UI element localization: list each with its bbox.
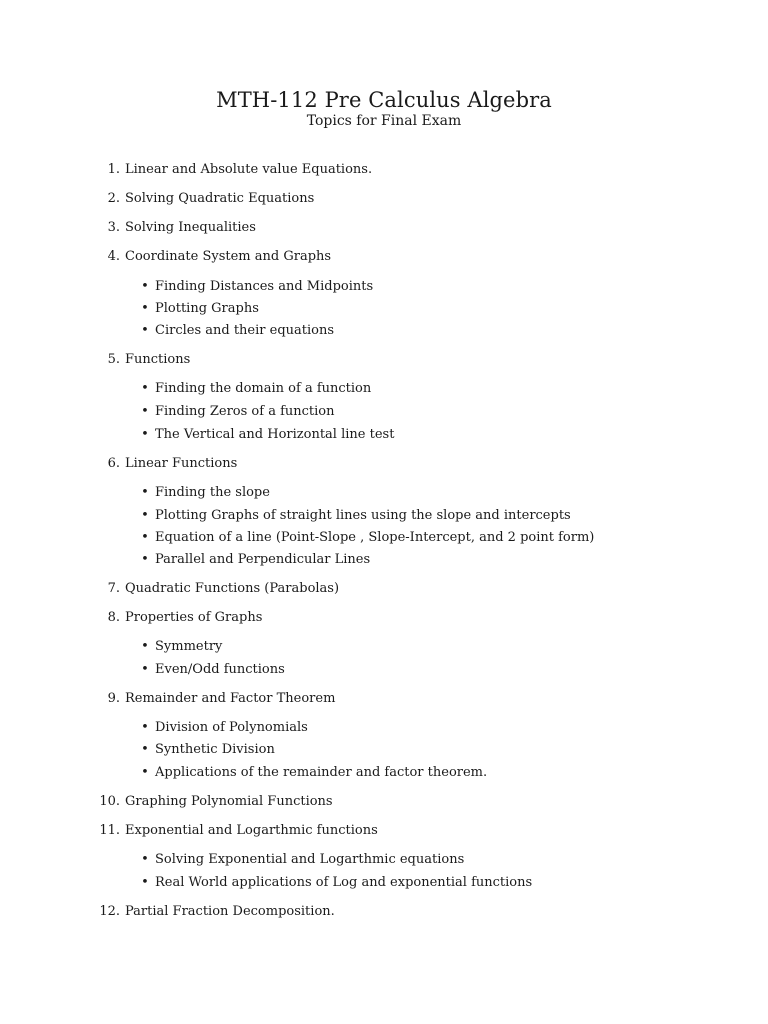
topic-label: Solving Quadratic Equations xyxy=(125,191,315,206)
topic-number: 4. xyxy=(107,249,120,264)
subtopic-label: Real World applications of Log and exponential functions xyxy=(155,875,533,890)
subtopic-item xyxy=(0,660,768,680)
subtopic-item xyxy=(0,483,768,503)
topic-number: 10. xyxy=(99,794,120,809)
topic-item xyxy=(0,454,768,474)
subtopic-item xyxy=(0,425,768,445)
subtopic-item xyxy=(0,506,768,526)
topic-number: 5. xyxy=(107,352,120,367)
topic-label: Quadratic Functions (Parabolas) xyxy=(125,581,340,596)
topic-number: 12. xyxy=(99,904,120,919)
bullet-icon: • xyxy=(141,508,149,523)
topic-label: Coordinate System and Graphs xyxy=(125,249,332,264)
topic-item xyxy=(0,902,768,922)
bullet-icon: • xyxy=(141,530,149,545)
topic-item xyxy=(0,160,768,180)
bullet-icon: • xyxy=(141,765,149,780)
topic-label: Exponential and Logarthmic functions xyxy=(125,823,378,838)
topic-label: Remainder and Factor Theorem xyxy=(125,691,336,706)
subtopic-item xyxy=(0,321,768,341)
bullet-icon: • xyxy=(141,485,149,500)
subtopic-label: Finding the slope xyxy=(155,485,270,500)
topic-item xyxy=(0,821,768,841)
topic-label: Linear Functions xyxy=(125,456,238,471)
topic-number: 7. xyxy=(107,581,120,596)
subtopic-label: Solving Exponential and Logarthmic equations xyxy=(155,852,465,867)
topic-item xyxy=(0,792,768,812)
bullet-icon: • xyxy=(141,381,149,396)
bullet-icon: • xyxy=(141,742,149,757)
topic-item xyxy=(0,247,768,267)
topic-item xyxy=(0,189,768,209)
subtopic-label: Finding the domain of a function xyxy=(155,381,372,396)
subtopic-label: Plotting Graphs of straight lines using the slope and intercepts xyxy=(155,508,571,523)
page-subtitle: Topics for Final Exam xyxy=(306,113,462,129)
subtopic-item xyxy=(0,873,768,893)
topic-number: 3. xyxy=(107,220,120,235)
subtopic-item xyxy=(0,718,768,738)
subtopic-item xyxy=(0,637,768,657)
subtopic-label: The Vertical and Horizontal line test xyxy=(155,427,395,442)
topic-label: Functions xyxy=(125,352,191,367)
subtopic-item xyxy=(0,763,768,783)
topic-number: 2. xyxy=(107,191,120,206)
subtopic-item xyxy=(0,379,768,399)
subtopic-label: Finding Distances and Midpoints xyxy=(155,279,374,294)
subtopic-label: Even/Odd functions xyxy=(155,662,285,677)
subtopic-item xyxy=(0,299,768,319)
bullet-icon: • xyxy=(141,639,149,654)
topic-label: Solving Inequalities xyxy=(125,220,256,235)
bullet-icon: • xyxy=(141,662,149,677)
topic-label: Linear and Absolute value Equations. xyxy=(125,162,373,177)
subtopic-label: Plotting Graphs xyxy=(155,301,259,316)
bullet-icon: • xyxy=(141,279,149,294)
bullet-icon: • xyxy=(141,552,149,567)
subtopic-label: Equation of a line (Point-Slope , Slope-Intercept, and 2 point form) xyxy=(155,530,595,545)
bullet-icon: • xyxy=(141,852,149,867)
subtopic-label: Synthetic Division xyxy=(155,742,275,757)
bullet-icon: • xyxy=(141,301,149,316)
subtopic-label: Applications of the remainder and factor theorem. xyxy=(155,765,488,780)
page-title: MTH-112 Pre Calculus Algebra xyxy=(216,88,552,112)
subtopic-item xyxy=(0,550,768,570)
bullet-icon: • xyxy=(141,875,149,890)
topic-number: 8. xyxy=(107,610,120,625)
topic-item xyxy=(0,689,768,709)
subtopic-label: Symmetry xyxy=(155,639,223,654)
subtopic-item xyxy=(0,528,768,548)
subtopic-item xyxy=(0,850,768,870)
bullet-icon: • xyxy=(141,404,149,419)
topic-item xyxy=(0,350,768,370)
topic-item xyxy=(0,579,768,599)
subtopic-label: Parallel and Perpendicular Lines xyxy=(155,552,371,567)
subtopic-label: Circles and their equations xyxy=(155,323,335,338)
topic-number: 6. xyxy=(107,456,120,471)
topic-item xyxy=(0,218,768,238)
topic-number: 9. xyxy=(107,691,120,706)
subtopic-label: Finding Zeros of a function xyxy=(155,404,335,419)
topic-number: 1. xyxy=(107,162,120,177)
bullet-icon: • xyxy=(141,720,149,735)
topic-label: Partial Fraction Decomposition. xyxy=(125,904,335,919)
subtopic-item xyxy=(0,402,768,422)
subtopic-item xyxy=(0,740,768,760)
topic-label: Graphing Polynomial Functions xyxy=(125,794,333,809)
topic-number: 11. xyxy=(99,823,120,838)
bullet-icon: • xyxy=(141,323,149,338)
topic-item xyxy=(0,608,768,628)
subtopic-item xyxy=(0,277,768,297)
bullet-icon: • xyxy=(141,427,149,442)
subtopic-label: Division of Polynomials xyxy=(155,720,308,735)
topic-label: Properties of Graphs xyxy=(125,610,263,625)
